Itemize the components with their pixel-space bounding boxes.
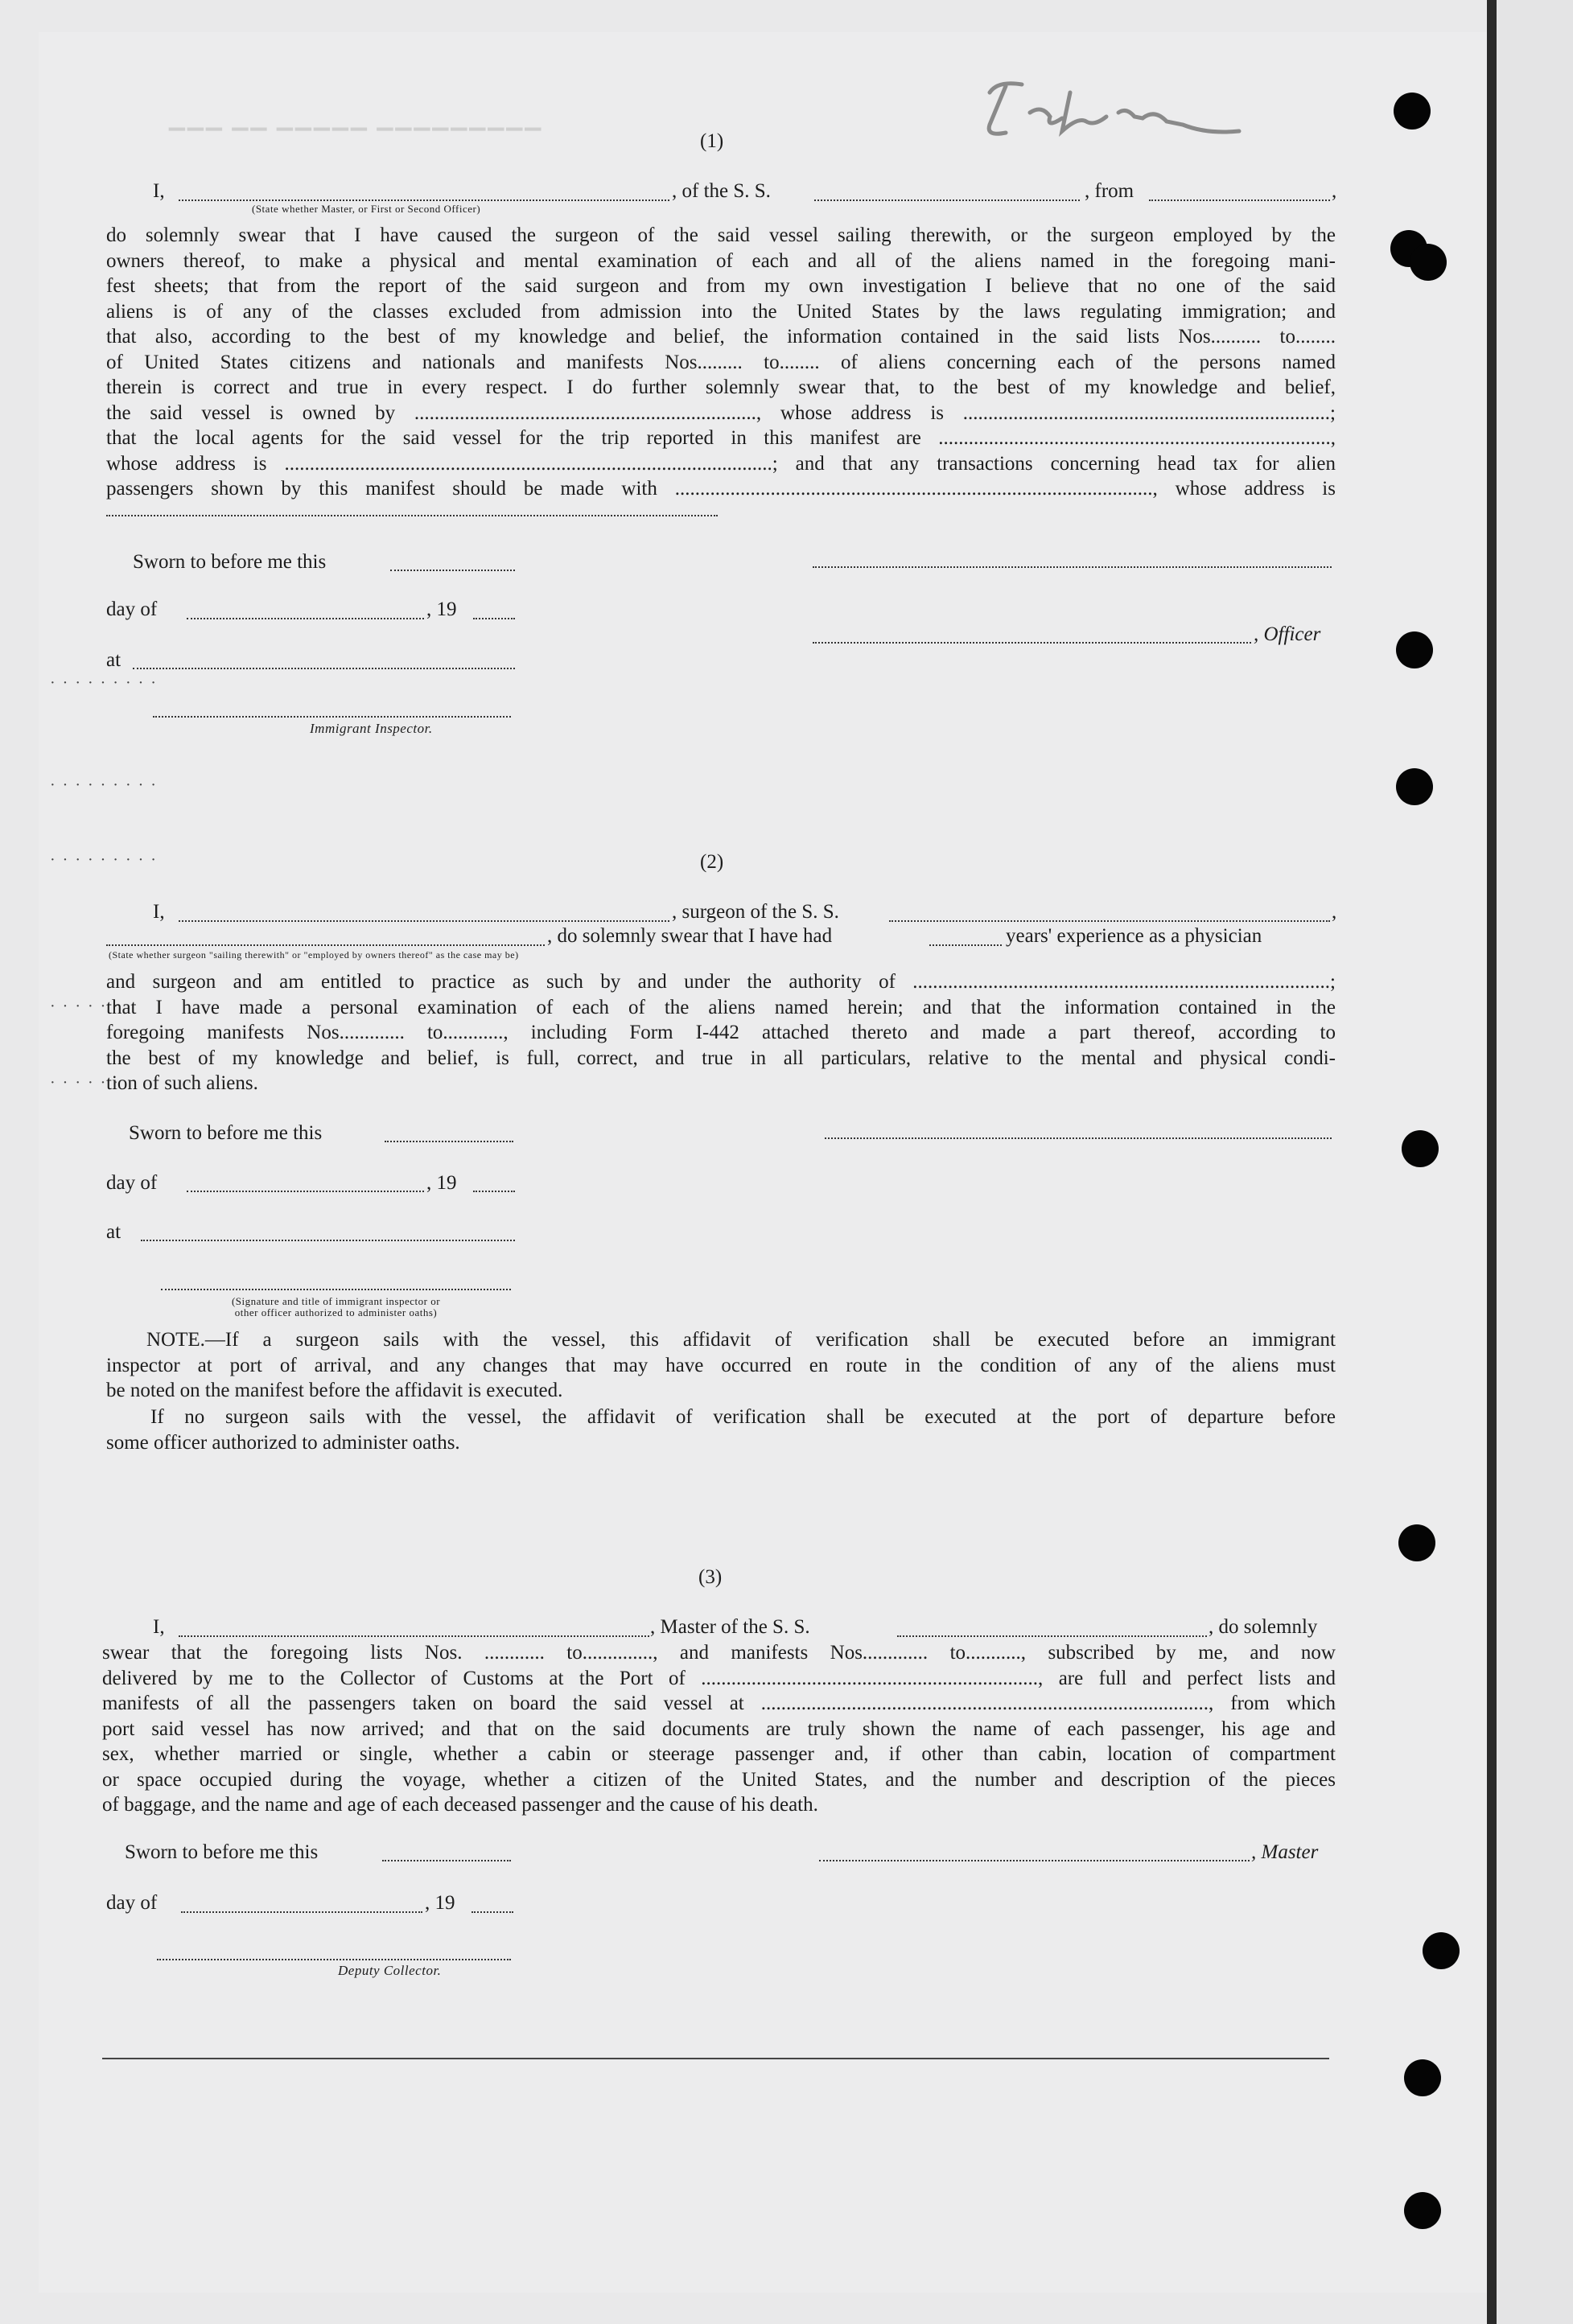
section-1-i: I, — [153, 180, 165, 202]
year-field[interactable] — [471, 1911, 513, 1913]
handwritten-signature — [974, 68, 1263, 165]
sworn-date-field[interactable] — [385, 1141, 513, 1142]
master-label: , Master — [1251, 1841, 1319, 1863]
inspector-signature-field[interactable] — [153, 716, 511, 718]
officer-note: (State whether Master, or First or Second Officer) — [252, 203, 481, 215]
officer-line[interactable] — [813, 642, 1251, 644]
officer-name-field[interactable] — [179, 199, 669, 201]
sworn-date-field[interactable] — [382, 1860, 511, 1861]
from-label: , from — [1085, 180, 1134, 202]
margin-dots: ······ — [50, 997, 126, 1015]
signature-note-2: other officer authorized to administer oaths) — [234, 1306, 438, 1318]
para-line: be noted on the manifest before the affidavit is executed. — [106, 1380, 563, 1401]
para-line: If no surgeon sails with the vessel, the affidavit of verification shall be executed at the port of departure before — [150, 1406, 1336, 1428]
para-line: whose address is .................................................................................................; and that any transactions concerning head tax for alien — [106, 452, 1336, 475]
day-of-label: day of — [106, 1892, 158, 1914]
para-line: some officer authorized to administer oaths. — [106, 1431, 460, 1454]
day-of-field[interactable] — [187, 1191, 424, 1192]
year-label: , 19 — [426, 1172, 457, 1194]
para-line: owners thereof, to make a physical and mental examination of each and all of the aliens named in the foregoing mani- — [106, 249, 1336, 272]
para-line: sex, whether married or single, whether a cabin or steerage passenger and, if other than cabin, location of compartment — [102, 1743, 1336, 1765]
para-line: swear that the foregoing lists Nos. ............ to.............., and manifests Nos............. to..........., subscribed by me, and now — [102, 1642, 1336, 1664]
year-field[interactable] — [473, 618, 515, 619]
section-1-paragraph — [106, 223, 1336, 502]
year-label: , 19 — [426, 598, 457, 620]
margin-dots: ········· — [50, 674, 163, 692]
page-edge — [1487, 0, 1497, 2324]
para-line: therein is correct and true in every respect. I do further solemnly swear that, to the best of my knowledge and belief, — [106, 376, 1336, 398]
para-line: tion of such aliens. — [106, 1072, 258, 1094]
punch-hole — [1404, 2059, 1441, 2096]
officer-label: , Officer — [1254, 623, 1321, 645]
bottom-rule — [102, 2058, 1329, 2059]
section-1-number: (1) — [700, 130, 724, 152]
para-line: or space occupied during the voyage, whether a citizen of the United States, and the number and description of the pieces — [102, 1768, 1336, 1791]
para-line: and surgeon and am entitled to practice as such by and under the authority of ...................................................................................; — [106, 971, 1336, 993]
section-2-i: I, — [153, 901, 165, 923]
para-line: of United States citizens and nationals and manifests Nos......... to........ of aliens concerning each of the persons named — [106, 351, 1336, 373]
at-label: at — [106, 1221, 121, 1243]
master-of-label: , Master of the S. S. — [650, 1616, 810, 1638]
officer-signature-field[interactable] — [813, 566, 1332, 568]
sworn-label: Sworn to before me this — [129, 1122, 323, 1144]
surgeon-of-label: , surgeon of the S. S. — [672, 901, 839, 923]
surgeon-note: (State whether surgeon "sailing therewith" or "employed by owners thereof" as the case may be) — [109, 949, 519, 960]
para-line: delivered by me to the Collector of Customs at the Port of ..................................................................., are full and perfect lists and — [102, 1667, 1336, 1689]
ghost-stamp: ▔▔▔ ▔▔ ▔▔▔▔▔ ▔▔▔▔▔▔▔▔▔ — [169, 129, 544, 152]
do-swear-label: , do solemnly swear that I have had — [547, 925, 833, 947]
day-of-label: day of — [106, 598, 158, 620]
scan-background — [1497, 0, 1573, 2324]
surgeon-status-field[interactable] — [106, 944, 545, 946]
comma: , — [1332, 901, 1337, 923]
do-solemnly-label: , do solemnly — [1209, 1616, 1318, 1638]
para-line: of baggage, and the name and age of each deceased passenger and the cause of his death. — [102, 1794, 818, 1816]
para-line: the said vessel is owned by ...................................................................., whose address is .........................................................................; — [106, 401, 1336, 424]
agent-address-field[interactable] — [106, 515, 718, 516]
punch-hole — [1398, 1524, 1435, 1561]
years-exp-label: years' experience as a physician — [1006, 925, 1262, 947]
margin-dots: ········· — [50, 851, 163, 869]
sworn-date-field[interactable] — [390, 570, 515, 571]
punch-hole — [1396, 631, 1433, 668]
para-line: the best of my knowledge and belief, is full, correct, and true in all particulars, relative to the mental and physical condi- — [106, 1047, 1336, 1069]
vessel-name-field[interactable] — [814, 199, 1080, 201]
day-of-field[interactable] — [181, 1911, 422, 1913]
collector-signature-field[interactable] — [157, 1959, 511, 1960]
punch-hole — [1423, 1932, 1460, 1969]
from-port-field[interactable] — [1149, 199, 1330, 201]
master-name-field[interactable] — [179, 1635, 649, 1637]
para-line: do solemnly swear that I have caused the surgeon of the said vessel sailing therewith, or the surgeon employed by the — [106, 224, 1336, 246]
para-line: manifests of all the passengers taken on board the said vessel at ........................................................................................., from which — [102, 1693, 1336, 1714]
at-field[interactable] — [141, 1240, 515, 1241]
master-vessel-field[interactable] — [897, 1635, 1207, 1637]
margin-dots: ········· — [50, 776, 163, 794]
para-line: aliens is of any of the classes excluded from admission into the United States by the laws regulating immigration; and — [106, 300, 1336, 323]
section-3-paragraph — [102, 1640, 1336, 1818]
punch-hole — [1394, 93, 1431, 130]
section-2-paragraph — [106, 969, 1336, 1096]
section-2-number: (2) — [700, 851, 724, 873]
surgeon-signature-field[interactable] — [825, 1137, 1332, 1139]
section-3-number: (3) — [698, 1566, 723, 1588]
signature-note-1: (Signature and title of immigrant inspector or — [231, 1295, 441, 1307]
section-3-i: I, — [153, 1616, 165, 1638]
comma: , — [1332, 180, 1337, 202]
day-of-field[interactable] — [187, 618, 424, 619]
para-line: passengers shown by this manifest should be made with ..............................................................................................., whose address is — [106, 478, 1336, 500]
surgeon-name-field[interactable] — [179, 920, 669, 922]
surgeon-vessel-field[interactable] — [889, 920, 1330, 922]
punch-hole — [1410, 244, 1447, 281]
sworn-label: Sworn to before me this — [125, 1841, 319, 1863]
punch-hole — [1396, 768, 1433, 805]
inspector-signature-field[interactable] — [161, 1289, 511, 1290]
punch-hole — [1404, 2192, 1441, 2229]
at-label: at — [106, 649, 121, 671]
punch-hole — [1402, 1130, 1439, 1167]
para-line: that also, according to the best of my knowledge and belief, the information contained in the said lists Nos.......... to........ — [106, 326, 1336, 348]
para-line: inspector at port of arrival, and any changes that may have occurred en route in the condition of any of the aliens must — [106, 1354, 1336, 1376]
year-field[interactable] — [473, 1191, 515, 1192]
para-line: that I have made a personal examination of each of the aliens named herein; and that the information contained in the — [106, 996, 1336, 1018]
margin-dots: ······ — [50, 1074, 126, 1092]
master-signature-field[interactable] — [819, 1860, 1250, 1861]
para-line: fest sheets; that from the report of the said surgeon and from my own investigation I believe that no one of the said — [106, 275, 1336, 297]
years-field[interactable] — [929, 944, 1002, 946]
of-ss-label: , of the S. S. — [672, 180, 771, 202]
collector-label: Deputy Collector. — [338, 1963, 442, 1978]
para-line: that the local agents for the said vessel for the trip reported in this manifest are .............................................................................., — [106, 427, 1336, 449]
day-of-label: day of — [106, 1172, 158, 1194]
inspector-label: Immigrant Inspector. — [310, 721, 433, 736]
year-label: , 19 — [425, 1892, 455, 1914]
para-line: NOTE.—If a surgeon sails with the vessel, this affidavit of verification shall be executed before an immigrant — [146, 1329, 1336, 1351]
para-line: port said vessel has now arrived; and that on the said documents are truly shown the name of each passenger, his age and — [102, 1717, 1336, 1740]
at-field[interactable] — [133, 668, 515, 669]
para-line: foregoing manifests Nos............. to............, including Form I-442 attached thereto and made a part thereof, according to — [106, 1022, 1336, 1043]
sworn-label: Sworn to before me this — [133, 551, 327, 573]
note-paragraph-2 — [106, 1405, 1336, 1455]
note-paragraph — [106, 1327, 1336, 1404]
